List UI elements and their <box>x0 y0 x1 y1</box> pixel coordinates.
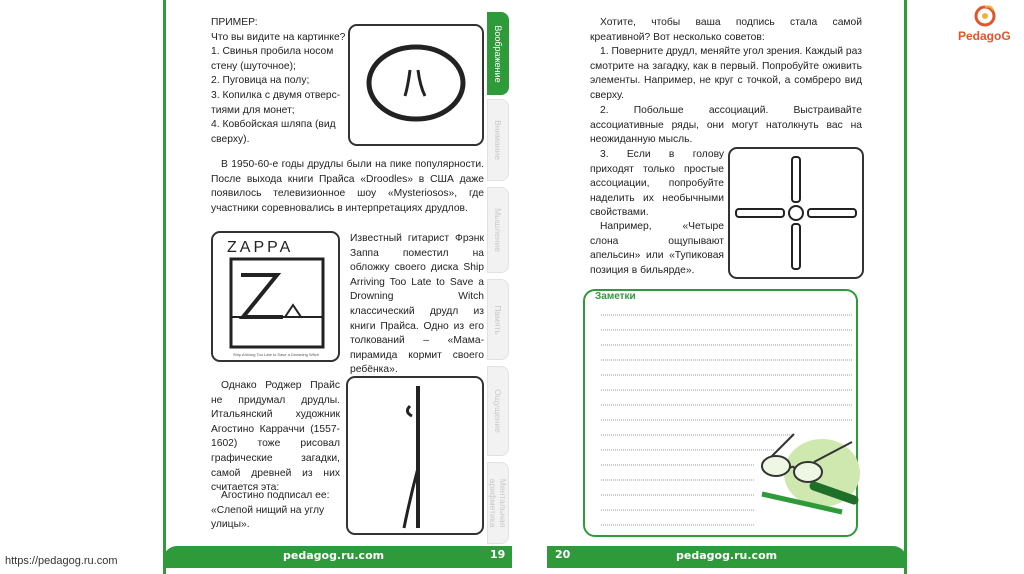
carracci-caption: Агостино подписал ее: «Слепой нищий на углу улицы». <box>211 490 330 531</box>
notes-title: Заметки <box>595 291 636 302</box>
left-footer <box>163 546 512 568</box>
blind-beggar-drawing <box>348 378 482 533</box>
example-list <box>211 16 347 147</box>
example-line: сверху). <box>211 133 250 145</box>
tab-label: Внимание <box>493 120 503 160</box>
pedagog-logo-icon <box>973 3 997 29</box>
example-line: 2. Пуговица на полу; <box>211 75 310 87</box>
example-paragraph: Например, «Четыре слона ощупывают апельсин» или «Тупиковая позиция в бильярде». <box>590 221 724 276</box>
tip-two: 2. Побольше ассоциаций. Выстраивайте ассоциативные ряды, они могут натолкнуть вас на неожиданную мысль. <box>590 105 862 146</box>
example-line: тиями для монет; <box>211 104 295 116</box>
tab-sensation[interactable] <box>487 366 509 456</box>
zappa-cover-caption: Ship Arriving Too Late to Save a Drowning Witch <box>233 352 319 357</box>
zappa-album-cover <box>211 231 340 362</box>
zappa-cover-title: ZAPPA <box>227 239 294 256</box>
example-line: стену (шуточное); <box>211 60 296 72</box>
tab-label: Ментальная арифметика <box>488 478 508 528</box>
example-line: Что вы видите на картинке? <box>211 31 346 43</box>
page-number: 20 <box>555 548 571 561</box>
tab-label: Память <box>493 304 503 335</box>
tab-memory[interactable] <box>487 279 509 360</box>
four-elephants-drawing <box>730 149 862 277</box>
tip-three: 3. Если в голову приходят только простые ассоциации, попробуйте наделить их необычными свойствами. <box>590 149 724 219</box>
tab-attention[interactable] <box>487 99 509 181</box>
example-line: ПРИМЕР: <box>211 17 258 28</box>
tab-label: Ощущение <box>493 389 503 433</box>
tab-label: Мышление <box>493 208 503 252</box>
footer-url[interactable]: pedagog.ru.com <box>676 549 778 562</box>
zappa-paragraph: Известный гитарист Фрэнк Заппа поместил на обложку своего диска Ship Arriving Too Late to Save a Drowning Witch классический друдл из книги Прайса. Одно из его толкований – «Мама-пирамида кормит своего ребёнка». <box>350 233 484 376</box>
example-line: 4. Ковбойская шляпа (вид <box>211 119 336 131</box>
intro-paragraph: Хотите, чтобы ваша подпись стала самой креативной? Вот несколько советов: <box>590 17 862 43</box>
carracci-paragraph: Однако Роджер Прайс не придумал друдлы. Итальянский художник Агостино Карраччи (1557-1602) тоже рисовал графические загадки, самой древней из них считается эта: <box>211 380 340 494</box>
droodle-image-hat <box>348 24 484 146</box>
droodle-image-four-elephants <box>728 147 864 279</box>
tab-label: Воображение <box>493 24 503 83</box>
site-url-link[interactable]: https://pedagog.ru.com <box>5 555 118 567</box>
chapter-tabs <box>487 12 511 544</box>
footer-url[interactable]: pedagog.ru.com <box>283 549 385 562</box>
droodle-hat-drawing <box>350 26 482 144</box>
right-footer <box>547 546 907 568</box>
logo-text: PedagoG <box>958 29 1011 43</box>
droodle-image-blind-beggar <box>346 376 484 535</box>
page-number: 19 <box>490 548 506 561</box>
history-paragraph: В 1950-60-е годы друдлы были на пике популярности. После выхода книги Прайса «Droodles» в США даже появилось телевизионное шоу «Mysteriosos», где участники соревновались в интерпретациях друдлов. <box>211 159 484 214</box>
tab-imagination[interactable] <box>487 12 509 95</box>
zappa-cover-drawing <box>213 233 338 360</box>
example-line: 3. Копилка с двумя отверс- <box>211 89 341 101</box>
tab-mental-arithmetic[interactable] <box>487 462 509 544</box>
tab-thinking[interactable] <box>487 187 509 273</box>
example-line: 1. Свинья пробила носом <box>211 46 334 58</box>
glasses-pen-illustration <box>750 428 860 520</box>
tip-one: 1. Поверните друдл, меняйте угол зрения. Каждый раз смотрите на загадку, как в первый. Попробуйте оживить элементы. Например, не круг с точкой, а сомбреро вид сверху. <box>590 46 862 101</box>
